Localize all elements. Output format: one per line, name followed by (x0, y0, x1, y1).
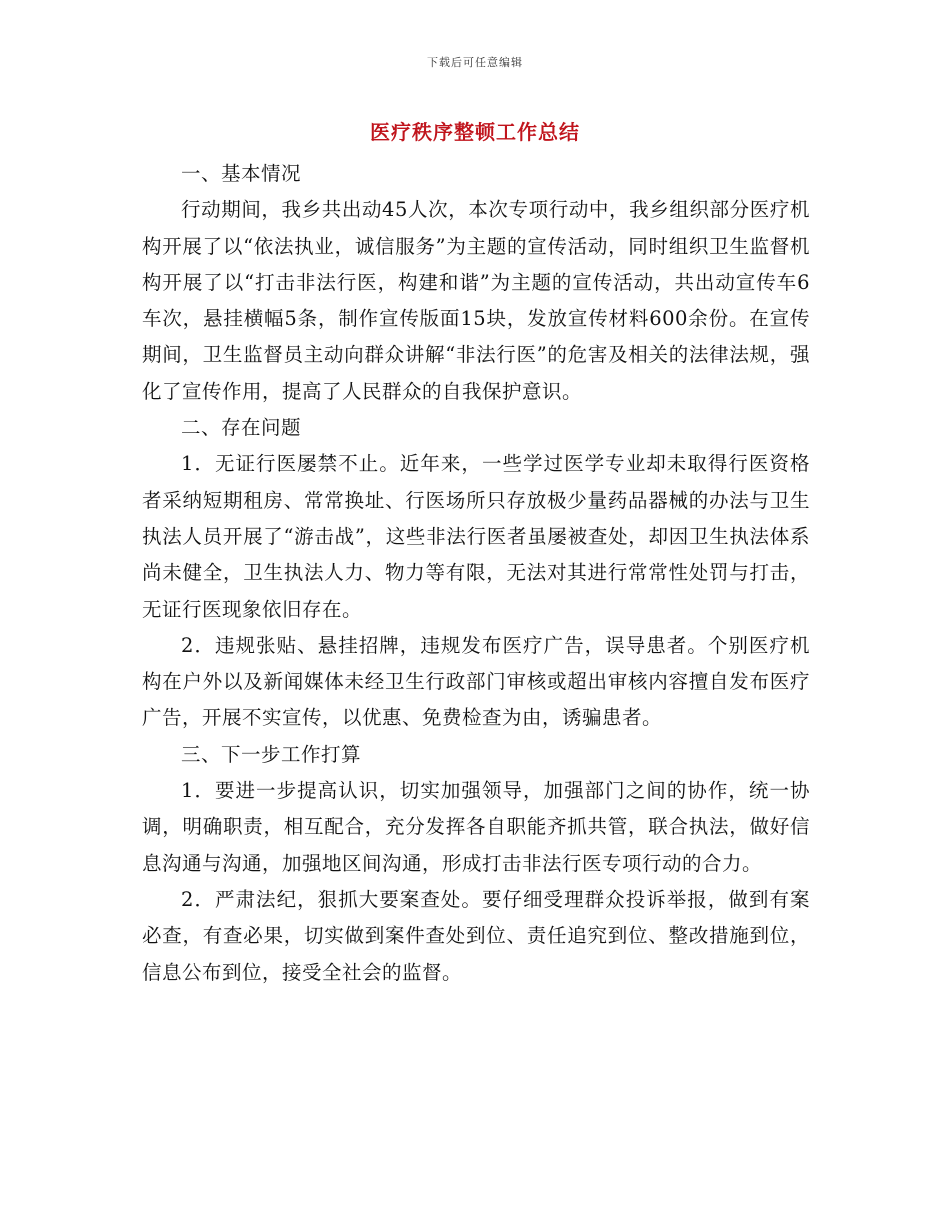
document-title: 医疗秩序整顿工作总结 (370, 120, 580, 144)
paragraph: 1．无证行医屡禁不止。近年来，一些学过医学专业却未取得行医资格者采纳短期租房、常常换址、行医场所只存放极少量药品器械的办法与卫生执法人员开展了“游击战”，这些非法行医者虽屡被查处，却因卫生执法体系尚未健全，卫生执法人力、物力等有限，无法对其进行常常性处罚与打击，无证行医现象依旧存在。 (142, 452, 810, 621)
document-body (142, 156, 810, 991)
paragraph: 2．违规张贴、悬挂招牌，违规发布医疗广告，误导患者。个别医疗机构在户外以及新闻媒体未经卫生行政部门审核或超出审核内容擅自发布医疗广告，开展不实宣传，以优惠、免费检查为由，诱骗患者。 (142, 633, 810, 730)
paragraph: 2．严肃法纪，狠抓大要案查处。要仔细受理群众投诉举报，做到有案必查，有查必果，切实做到案件查处到位、责任追究到位、整改措施到位，信息公布到位，接受全社会的监督。 (142, 887, 810, 984)
section-heading-next-steps: 三、下一步工作打算 (181, 742, 362, 766)
section-heading-problems: 二、存在问题 (181, 416, 302, 440)
paragraph: 行动期间，我乡共出动45人次，本次专项行动中，我乡组织部分医疗机构开展了以“依法执业，诚信服务”为主题的宣传活动，同时组织卫生监督机构开展了以“打击非法行医，构建和谐”为主题的宣传活动，共出动宣传车6车次，悬挂横幅5条，制作宣传版面15块，发放宣传材料600余份。在宣传期间，卫生监督员主动向群众讲解“非法行医”的危害及相关的法律法规，强化了宣传作用，提高了人民群众的自我保护意识。 (142, 198, 810, 403)
paragraph: 1．要进一步提高认识，切实加强领导，加强部门之间的协作，统一协调，明确职责，相互配合，充分发挥各自职能齐抓共管，联合执法，做好信息沟通与沟通，加强地区间沟通，形成打击非法行医专项行动的合力。 (142, 779, 810, 875)
section-heading-basic: 一、基本情况 (181, 162, 302, 185)
header-note: 下载后可任意编辑 (427, 56, 523, 69)
